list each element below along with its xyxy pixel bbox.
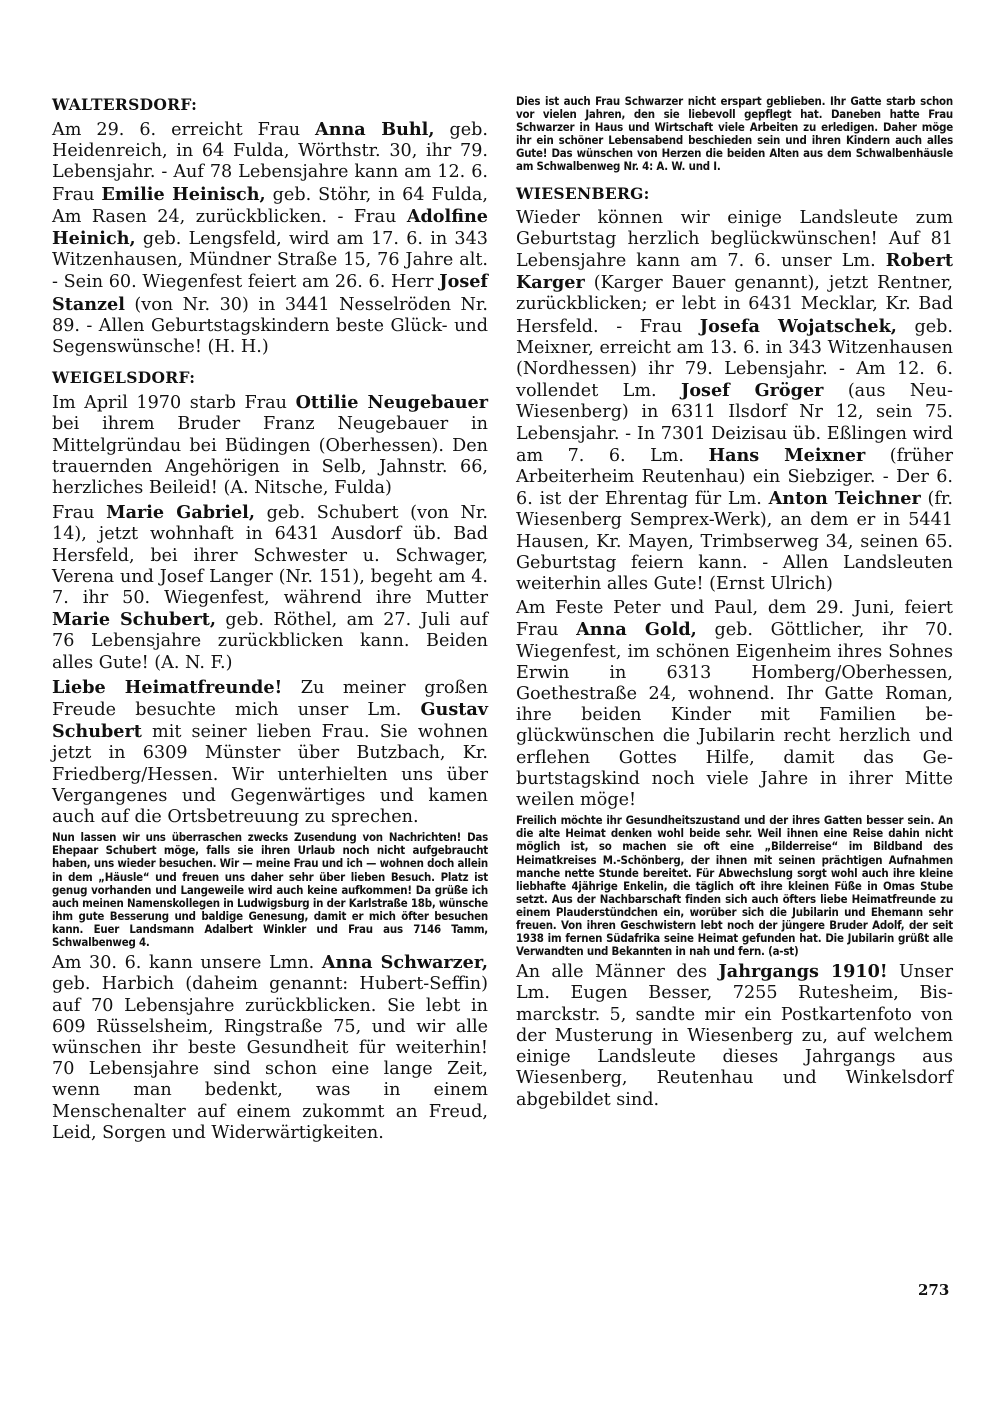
bold-name: Emilie Heinisch, — [101, 183, 266, 205]
bold-name: Ottilie Neugebauer — [295, 392, 489, 414]
paragraph-gold-small: Freilich möchte ihr Gesundheitszustand und der ihres Gatten besser sein. An die alte Heimat denken wohl beide sehr. Weil ihnen eine Reise dahin nicht möglich ist, so machen sie oft eine „Bilderreise“ im Bildband des Heimatkreises M.-Schönberg, der ihnen mit seinen prächtigen Aufnahmen manche nette Stunde bereitet. Für Abwechslung sorgt wohl auch ihre kleine liebhafte 4jährige Enkelin, die täglich oft ihre kleinen Füße in Omas Stube setzt. Aus der Nachbarschaft finden sich auch öfters liebe Heimatfreunde zu einem Plauderstündchen ein, worüber sich die Jubilarin und Ehemann sehr freuen. Von ihren Geschwistern lebt noch der jüngere Bruder Adolf, der seit 1938 im fernen Südafrika seine Heimat gefunden hat. Die Jubilarin grüßt alle Verwandten und Bekannten in nah und fern. (a-st) — [516, 813, 953, 959]
bold-name: Liebe Heimatfreunde! — [52, 676, 283, 698]
bold-name: Adolfine Heinich, — [52, 205, 488, 250]
paragraph-wiesenberg-birthdays: Wieder können wir einige Landsleute zum Geburtstag herzlich beglückwünschen! Auf 81 Lebensjahre kann am 7. 6. unser Lm. Robert Karger (Karger Bauer genannt), jetzt Rentner, zurückblicken; er lebt in 6431 Mecklar, Kr. Bad Hersfeld. - Frau Josefa Wojatschek, geb. Meixner, erreicht am 13. 6. in 343 Witzenhausen (Nordhessen) ihr 79. Lebensjahr. - Am 12. 6. vollendet Lm. Josef Gröger (aus Neu-Wiesenberg) in 6311 Ilsdorf Nr 12, sein 75. Lebensjahr. - In 7301 Deizisau üb. Eßlingen wird am 7. 6. Lm. Hans Meixner (früher Arbeiterheim Reutenhau) ein Siebziger. - Der 6. 6. ist der Ehrentag für Lm. Anton Teichner (fr. Wiesenberg Semprex-Werk), an dem er in 5441 Hausen, Kr. Mayen, Trimbserweg 34, seinen 65. Geburtstag feiern kann. - Allen Landsleuten weiterhin alles Gute! (Ernst Ulrich) — [516, 207, 954, 595]
bold-name: Anna Buhl, — [315, 119, 435, 140]
paragraph-wiesenberg-gold: Am Feste Peter und Paul, dem 29. Juni, feiert Frau Anna Gold, geb. Göttlicher, ihr 70. Wiegenfest, im schönen Eigenheim ihres Sohnes Erwin in 6313 Homberg/Oberhessen, Goethestraße 24, wohnend. Ihr Gatte Roman, ihre beiden Kinder mit Familien beglückwünschen die Jubilarin recht herzlich und erflehen Gottes Hilfe, damit das Geburtstagskind noch viele Jahre in ihrer Mitte weilen möge! — [516, 598, 953, 811]
bold-name: Anna Schwarzer, — [321, 952, 488, 974]
right-column — [516, 95, 953, 1111]
bold-name: Anna Gold, — [576, 619, 697, 641]
paragraph-schwarzer-small: Dies ist auch Frau Schwarzer nicht erspart geblieben. Ihr Gatte starb schon vor vielen Jahren, den sie liebevoll gepflegt hat. Daneben hatte Frau Schwarzer in Haus und Wirtschaft viele Arbeiten zu erledigen. Daher möge ihr ein schöner Lebensabend beschieden sein und ihren Kindern auch alles Gute! Das wünschen von Herzen die beiden Alten aus dem Schwalbenhäusle am Schwalbenweg Nr. 4: A. W. und I. — [516, 94, 953, 174]
bold-name: Gustav Schubert — [52, 699, 488, 743]
page-number: 273 — [918, 1281, 950, 1299]
paragraph-waltersdorf: Am 29. 6. erreicht Frau Anna Buhl, geb. Heidenreich, in 64 Fulda, Wörthstr. 30, ihr 79. Lebensjahr. - Auf 78 Lebensjahre kann am 12. 6. Frau Emilie Heinisch, geb. Stöhr, in 64 Fulda, Am Rasen 24, zurückblicken. - Frau Adolfine Heinich, geb. Lengsfeld, wird am 17. 6. in 343 Witzenhausen, Mündner Straße 15, 76 Jahre alt. - Sein 60. Wiegenfest feiert am 26. 6. Herr Josef Stanzel (von Nr. 30) in 3441 Nesselröden Nr. 89. - Allen Geburtstagskindern beste Glück- und Segenswünsche! (H. H.) — [52, 119, 489, 358]
paragraph-weigelsdorf-gabriel: Frau Marie Gabriel, geb. Schubert (von Nr. 14), jetzt wohnhaft in 6431 Ausdorf üb. Bad Hersfeld, bei ihrer Schwester u. Schwager, Verena und Josef Langer (Nr. 151), begeht am 4. 7. ihr 50. Wiegenfest, während ihre Mutter Marie Schubert, geb. Röthel, am 27. Juli auf 76 Lebensjahre zurückblicken kann. Beiden alles Gute! (A. N. F.) — [52, 502, 488, 673]
bold-name: Robert Karger — [516, 249, 953, 294]
bold-name: Hans Meixner — [708, 444, 866, 466]
heading-weigelsdorf: WEIGELSDORF: — [52, 368, 196, 388]
paragraph-jahrgang-1910: An alle Männer des Jahrgangs 1910! Unser Lm. Eugen Besser, 7255 Rutesheim, Bismarckstr. 5, sandte mir ein Postkartenfoto von der Musterung in Wiesenberg zu, auf welchem einige Landsleute dieses Jahrgangs aus Wiesenberg, Reutenhau und Winkelsdorf abgebildet sind. — [516, 961, 953, 1110]
bold-name: Anton Teichner — [768, 488, 921, 510]
paragraph-weigelsdorf-schwarzer: Am 30. 6. kann unsere Lmn. Anna Schwarzer, geb. Harbich (daheim genannt: Hubert-Seffin) auf 70 Lebensjahre zurückblicken. Sie lebt in 609 Rüsselsheim, Ringstraße 75, und wir alle wünschen ihr beste Gesundheit für weiterhin! 70 Lebensjahre sind schon eine lange Zeit, wenn man bedenkt, was in einem Menschenalter auf einem zukommt an Freud, Leid, Sorgen und Widerwärtigkeiten. — [52, 952, 488, 1143]
bold-name: Josefa Wojatschek, — [699, 315, 897, 337]
bold-name: Josef Stanzel — [52, 271, 488, 315]
bold-name: Jahrgangs 1910! — [718, 961, 888, 983]
paragraph-weigelsdorf-obituary: Im April 1970 starb Frau Ottilie Neugebauer bei ihrem Bruder Franz Neugebauer in Mittelgründau bei Büdingen (Oberhessen). Den trauernden Angehörigen in Selb, Jahnstr. 66, herzliches Beileid! (A. Nitsche, Fulda) — [52, 392, 489, 499]
heading-wiesenberg: WIESENBERG: — [516, 183, 650, 203]
heading-waltersdorf: WALTERSDORF: — [52, 95, 198, 114]
paragraph-weigelsdorf-small: Nun lassen wir uns überraschen zwecks Zusendung von Nachrichten! Das Ehepaar Schubert möge, falls sie ihren Urlaub noch nicht aufgebraucht haben, uns wieder besuchen. Wir — meine Frau und ich — wohnen doch allein in dem „Häusle“ und freuen uns daher sehr über lieben Besuch. Platz ist genug vorhanden und Langeweile wird auch keine aufkommen! Da grüße ich auch meinen Namenskollegen in Ludwigsburg in der Karlstraße 18b, wünsche ihm gute Besserung und baldige Genesung, damit er mich öfter besuchen kann. Euer Landsmann Adalbert Winkler und Frau aus 7146 Tamm, Schwalbenweg 4. — [52, 830, 488, 950]
paragraph-weigelsdorf-schubert: Liebe Heimatfreunde! Zu meiner großen Freude besuchte mich unser Lm. Gustav Schubert mit seiner lieben Frau. Sie wohnen jetzt in 6309 Münster über Butzbach, Kr. Friedberg/Hessen. Wir unterhielten uns über Vergangenes und Gegenwärtiges und kamen auch auf die Ortsbetreuung zu sprechen. — [52, 676, 488, 828]
bold-name: Marie Gabriel, — [106, 502, 255, 524]
bold-name: Josef Gröger — [681, 380, 824, 402]
bold-name: Marie Schubert, — [52, 609, 216, 631]
left-column — [52, 95, 488, 1144]
